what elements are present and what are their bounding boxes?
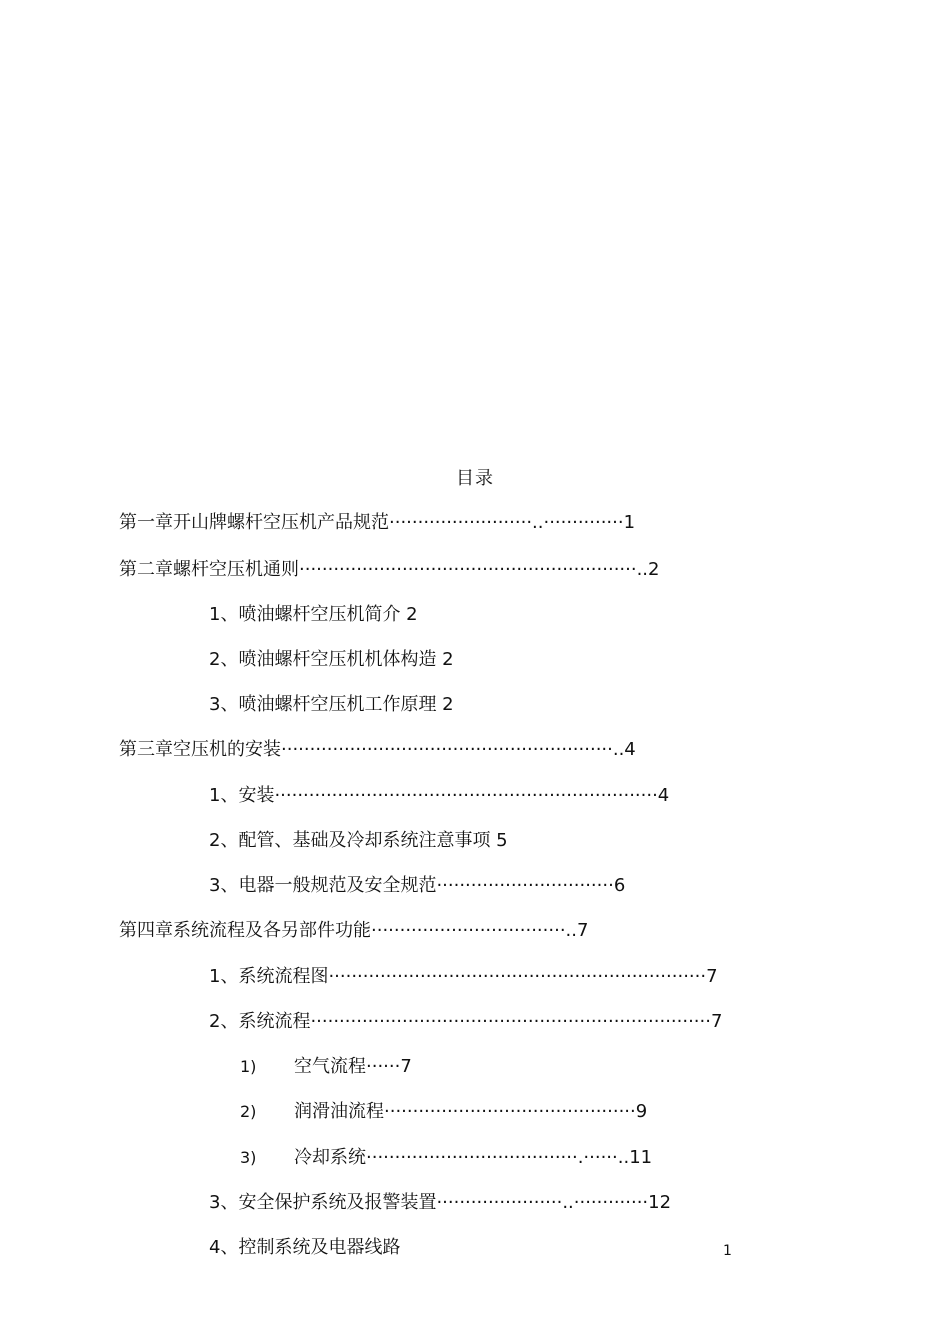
- toc-entry-chapter-3[interactable]: 第三章空压机的安装··························································..4: [119, 739, 636, 760]
- toc-entry-chapter-1[interactable]: 第一章开山牌螺杆空压机产品规范·························..··············1: [119, 512, 636, 533]
- page-number: 1: [723, 1243, 732, 1259]
- toc-entry-4-4[interactable]: 4、控制系统及电器线路: [209, 1237, 401, 1258]
- toc-entry-3-3[interactable]: 3、电器一般规范及安全规范·······························6: [209, 875, 626, 896]
- toc-entry-chapter-4[interactable]: 第四章系统流程及各另部件功能··································..7: [119, 920, 589, 941]
- toc-entry-2-3[interactable]: 3、喷油螺杆空压机工作原理 2: [209, 694, 454, 715]
- toc-entry-4-2[interactable]: 2、系统流程······································································7: [209, 1011, 723, 1032]
- toc-entry-4-2-2-label: 2): [240, 1102, 257, 1121]
- toc-entry-3-2[interactable]: 2、配管、基础及冷却系统注意事项 5: [209, 830, 508, 851]
- toc-entry-4-2-1[interactable]: 空气流程······7: [294, 1056, 412, 1077]
- toc-title: 目录: [456, 468, 494, 489]
- toc-entry-2-2[interactable]: 2、喷油螺杆空压机机体构造 2: [209, 649, 454, 670]
- toc-entry-4-2-2[interactable]: 润滑油流程············································9: [294, 1101, 648, 1122]
- toc-entry-4-1[interactable]: 1、系统流程图··································································7: [209, 966, 718, 987]
- toc-entry-4-3[interactable]: 3、安全保护系统及报警装置······················..·············12: [209, 1192, 672, 1213]
- toc-entry-chapter-2[interactable]: 第二章螺杆空压机通则···························································..2: [119, 559, 660, 580]
- toc-entry-4-2-3-label: 3): [240, 1148, 257, 1167]
- toc-entry-4-2-1-label: 1): [240, 1057, 257, 1076]
- toc-entry-3-1[interactable]: 1、安装···································································4: [209, 785, 670, 806]
- toc-entry-4-2-3[interactable]: 冷却系统·····································.······..11: [294, 1147, 653, 1168]
- toc-entry-2-1[interactable]: 1、喷油螺杆空压机简介 2: [209, 604, 418, 625]
